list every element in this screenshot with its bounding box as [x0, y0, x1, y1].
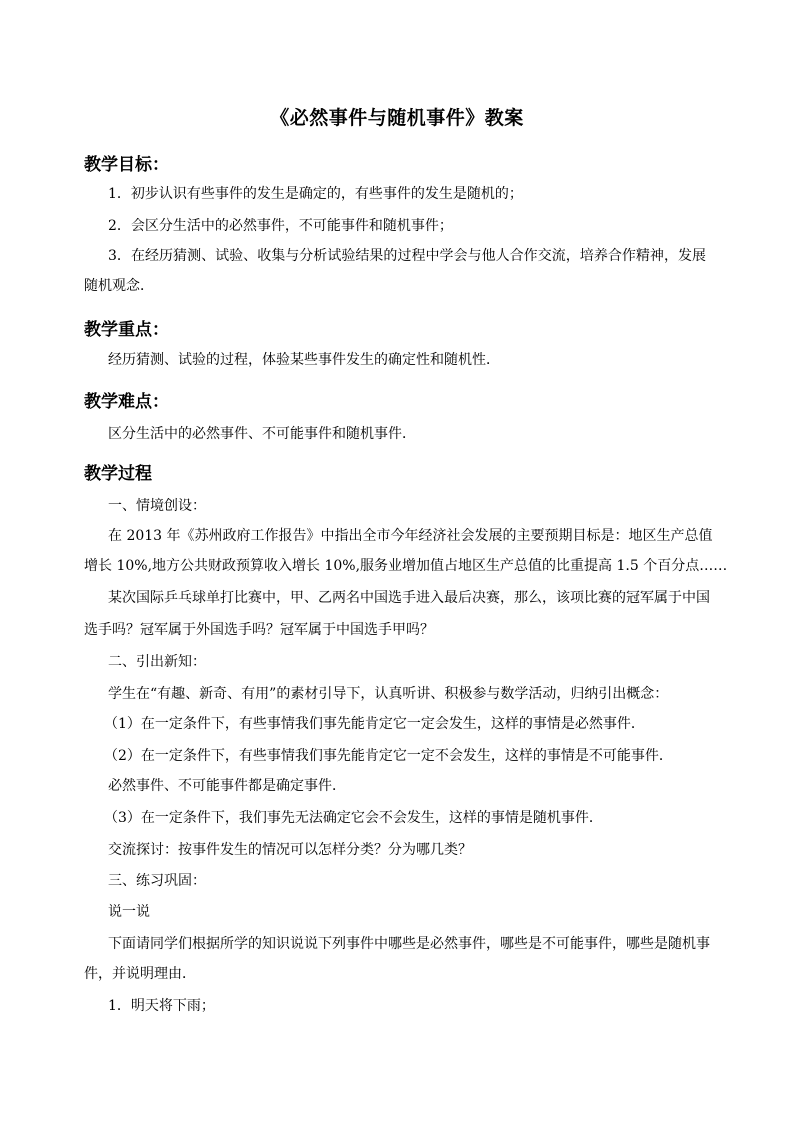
paragraph-2-line-1: 某次国际乒乓球单打比赛中，甲、乙两名中国选手进入最后决赛，那么，该项比赛的冠军属于中国 — [108, 590, 710, 606]
definition-2: （2）在一定条件下，有些事情我们事先能肯定它一定不会发生，这样的事情是不可能事件． — [104, 748, 673, 764]
paragraph-4-line-1: 下面请同学们根据所学的知识说说下列事件中哪些是必然事件，哪些是不可能事件，哪些是随机事 — [108, 936, 710, 952]
paragraph-2-line-2: 选手吗？冠军属于外国选手吗？冠军属于中国选手甲吗？ — [84, 622, 434, 638]
difficulties-text: 区分生活中的必然事件、不可能事件和随机事件． — [108, 426, 416, 442]
key-points-text: 经历猜测、试验的过程，体验某些事件发生的确定性和随机性． — [108, 352, 500, 368]
paragraph-1-line-2: 增长 10%,地方公共财政预算收入增长 10%,服务业增加值占地区生产总值的比重提高 1.5 个百分点…… — [84, 558, 728, 574]
exercise-item-1: 1．明天将下雨； — [108, 998, 215, 1014]
objective-item-2: 2．会区分生活中的必然事件，不可能事件和随机事件； — [108, 218, 453, 234]
certain-events-note: 必然事件、不可能事件都是确定事件． — [108, 778, 346, 794]
objective-item-1: 1．初步认识有些事件的发生是确定的，有些事件的发生是随机的； — [108, 186, 523, 202]
heading-difficulties: 教学难点： — [84, 392, 169, 412]
section-1-title: 一、情境创设： — [108, 498, 206, 514]
paragraph-3: 学生在“有趣、新奇、有用”的素材引导下，认真听讲、积极参与数学活动，归纳引出概念： — [108, 686, 669, 702]
objective-item-3-line-1: 3．在经历猜测、试验、收集与分析试验结果的过程中学会与他人合作交流，培养合作精神，发展 — [108, 248, 706, 264]
paragraph-1-line-1: 在 2013 年《苏州政府工作报告》中指出全市今年经济社会发展的主要预期目标是：地区生产总值 — [108, 528, 713, 544]
objective-item-3-line-2: 随机观念． — [84, 278, 154, 294]
definition-1: （1）在一定条件下，有些事情我们事先能肯定它一定会发生，这样的事情是必然事件． — [104, 716, 645, 732]
discussion-question: 交流探讨：按事件发生的情况可以怎样分类？分为哪几类？ — [108, 842, 472, 858]
paragraph-4-line-2: 件，并说明理由． — [84, 966, 196, 982]
document-title: 《必然事件与随机事件》教案 — [270, 107, 524, 129]
heading-objectives: 教学目标： — [84, 155, 169, 175]
heading-key-points: 教学重点： — [84, 320, 169, 340]
section-2-title: 二、引出新知： — [108, 654, 206, 670]
definition-3: （3）在一定条件下，我们事先无法确定它会不会发生，这样的事情是随机事件． — [104, 810, 603, 826]
section-3-title: 三、练习巩固： — [108, 873, 206, 889]
say-it-label: 说一说 — [108, 904, 150, 920]
heading-process: 教学过程 — [84, 464, 152, 484]
